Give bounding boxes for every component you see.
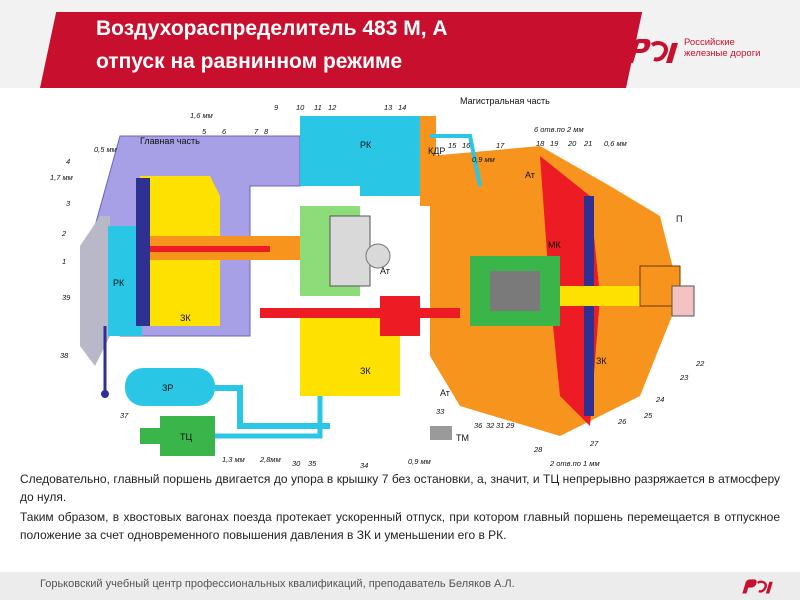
dim-28mm: 2,8мм	[260, 455, 281, 464]
callout-27: 27	[590, 439, 599, 448]
callout-33: 33	[436, 407, 445, 416]
rzd-footer-logo-icon	[740, 578, 774, 596]
footer-text: Горьковский учебный центр профессиональных квалификаций, преподаватель Беляков А.Л.	[40, 578, 515, 590]
tc-cylinder-rod	[140, 428, 162, 444]
dim-17mm: 1,7 мм	[50, 173, 73, 182]
label-at-1: Ат	[380, 266, 390, 276]
callout-7: 7	[254, 127, 259, 136]
dim-6x2mm: 6 отв.по 2 мм	[534, 125, 584, 134]
red-flow-channel	[260, 308, 460, 318]
label-rk-top: РК	[360, 140, 372, 150]
callout-8: 8	[264, 127, 269, 136]
paragraph-1: Следовательно, главный поршень двигается до упора в крышку 7 без остановки, а, значит, и ТЦ непрерывно разряжается в атмосферу до нуля.	[20, 472, 780, 504]
at-vent-icon	[366, 244, 390, 268]
callout-2: 2	[62, 229, 67, 238]
callout-25: 25	[644, 411, 653, 420]
label-rk-left: РК	[113, 278, 125, 288]
dim-09mm-top: 0,9 мм	[472, 155, 495, 164]
callout-32: 32	[486, 421, 495, 430]
label-tc: ТЦ	[180, 432, 193, 442]
callout-6: 6	[222, 127, 227, 136]
callout-34: 34	[360, 461, 369, 468]
callout-19: 19	[550, 139, 559, 148]
kdr-inner	[490, 271, 540, 311]
callout-24: 24	[656, 395, 665, 404]
label-zk-right: ЗК	[596, 356, 607, 366]
logo-text-line-2: железные дороги	[684, 48, 761, 59]
label-mk: МК	[548, 240, 561, 250]
footer-bar	[0, 572, 800, 600]
label-at-2: Ат	[525, 170, 535, 180]
logo-text-line-1: Российские	[684, 37, 735, 48]
callout-16: 16	[462, 141, 471, 150]
callout-12: 12	[328, 103, 337, 112]
logo-text	[684, 37, 792, 59]
callout-39: 39	[62, 293, 71, 302]
section-main-label: Главная часть	[140, 136, 200, 146]
title-line-1: Воздухораспределитель 483 М, А	[96, 17, 448, 40]
title-line-2: отпуск на равнинном режиме	[96, 50, 403, 73]
label-zk-lower: ЗК	[360, 366, 371, 376]
label-zk-main: ЗК	[180, 313, 191, 323]
callout-10: 10	[296, 103, 305, 112]
section-magistral-label: Магистральная часть	[460, 96, 550, 106]
callout-20: 20	[568, 139, 577, 148]
tm-valve	[430, 426, 452, 440]
main-piston	[136, 178, 150, 326]
callout-9: 9	[274, 103, 279, 112]
callout-14: 14	[398, 103, 407, 112]
rzd-logo	[622, 37, 792, 67]
callout-29: 29	[506, 421, 515, 430]
callout-36: 36	[474, 421, 483, 430]
callout-23: 23	[680, 373, 689, 382]
callout-1: 1	[62, 257, 67, 266]
label-zr: ЗР	[162, 383, 174, 393]
callout-26: 26	[618, 417, 627, 426]
callout-28: 28	[534, 445, 543, 454]
dim-16mm: 1,6 мм	[190, 111, 213, 120]
lever-knob-icon	[101, 390, 109, 398]
callout-11: 11	[314, 103, 322, 112]
dim-09mm-bottom: 0,9 мм	[408, 457, 431, 466]
dim-13mm: 1,3 мм	[222, 455, 245, 464]
label-kdr: КДР	[428, 146, 446, 156]
callout-5: 5	[202, 127, 207, 136]
cyan-pipe-tc	[215, 396, 320, 436]
callout-22: 22	[696, 359, 705, 368]
label-at-3: Ат	[440, 388, 450, 398]
dim-05mm: 0,5 мм	[94, 145, 117, 154]
main-piston-stem	[150, 246, 270, 252]
red-flow-channel-2	[380, 296, 420, 336]
callout-13: 13	[384, 103, 393, 112]
callout-17: 17	[496, 141, 505, 150]
callout-21: 21	[584, 139, 593, 148]
callout-35: 35	[308, 459, 317, 468]
callout-3: 3	[66, 199, 71, 208]
dim-06mm: 0,6 мм	[604, 139, 627, 148]
rzd-logo-mark-icon	[622, 37, 680, 67]
callout-15: 15	[448, 141, 457, 150]
callout-37: 37	[120, 411, 129, 420]
callout-4: 4	[66, 157, 71, 166]
callout-38: 38	[60, 351, 69, 360]
paragraph-2: Таким образом, в хвостовых вагонах поезда протекает ускоренный отпуск, при котором главный поршень перемещается в отпускное положение за счет одновременного повышения давления в ЗК и уменьшении его в РК.	[20, 510, 780, 542]
page-title	[96, 12, 616, 78]
valve-stem	[330, 216, 370, 286]
callout-30: 30	[292, 459, 301, 468]
callout-18: 18	[536, 139, 545, 148]
p-filter	[672, 286, 694, 316]
air-distributor-diagram	[0, 96, 720, 468]
label-p: П	[676, 214, 683, 224]
dim-2x1mm: 2 отв.по 1 мм	[550, 459, 600, 468]
rk-chamber-top	[300, 116, 420, 196]
callout-31: 31	[496, 421, 505, 430]
magistral-piston-rod	[560, 286, 640, 306]
label-tm: ТМ	[456, 433, 469, 443]
